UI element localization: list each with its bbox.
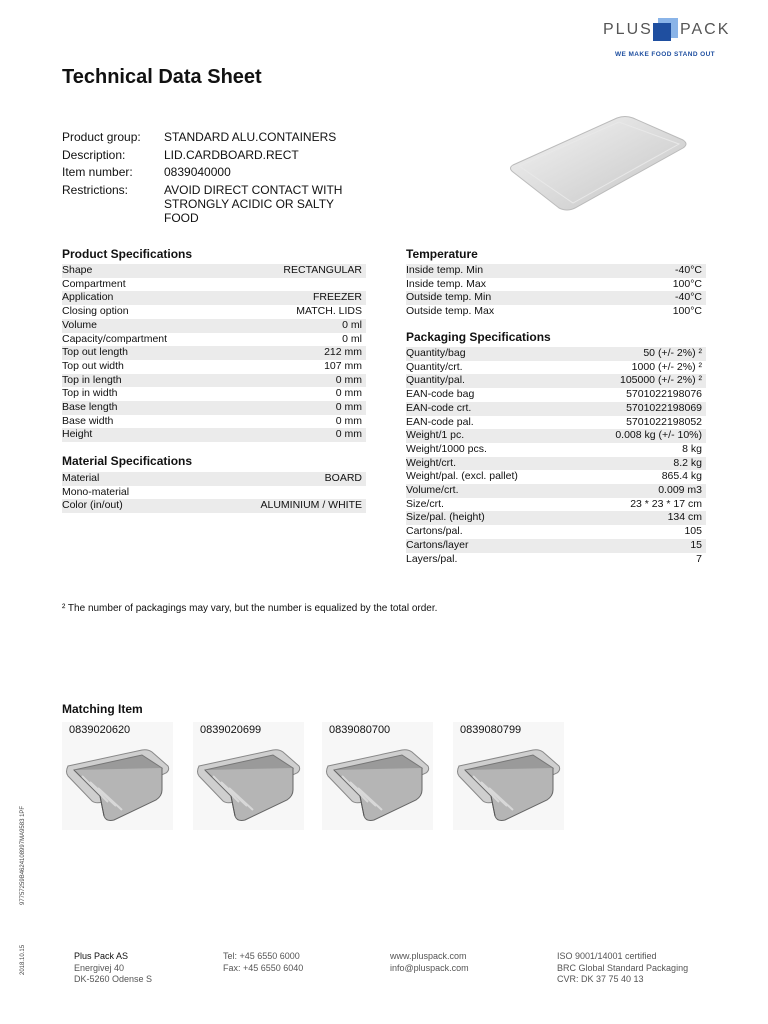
spec-row [406, 402, 706, 416]
spec-value [184, 486, 366, 500]
spec-row [406, 484, 706, 498]
footer-company-name: Plus Pack AS [74, 951, 129, 961]
page-title: Technical Data Sheet [62, 66, 262, 88]
tray-image [324, 746, 432, 826]
spec-label: Base length [62, 401, 235, 415]
spec-label: EAN-code crt. [406, 402, 574, 416]
spec-row [406, 305, 706, 319]
spec-label: Material [62, 472, 184, 486]
spec-value: -40°C [626, 291, 706, 305]
material-spec-table [62, 472, 366, 513]
spec-row [62, 333, 366, 347]
spec-label: Size/crt. [406, 497, 444, 510]
spec-value: 100°C [672, 277, 702, 290]
tray-image [64, 746, 172, 826]
spec-row [406, 553, 706, 567]
spec-row [406, 498, 706, 512]
packaging-spec-table [406, 347, 706, 566]
spec-label: Cartons/pal. [406, 525, 463, 538]
spec-label: Inside temp. Max [406, 277, 486, 290]
product-lid-image [505, 110, 690, 220]
spec-label: Height [62, 428, 235, 442]
footer-cvr: CVR: DK 37 75 40 13 [557, 974, 644, 984]
spec-value: BOARD [184, 472, 366, 486]
spec-label: Layers/pal. [406, 552, 458, 565]
spec-row [406, 264, 706, 278]
spec-label: EAN-code bag [406, 388, 475, 401]
spec-value [235, 278, 366, 292]
spec-label: Top in length [62, 374, 235, 388]
spec-label: Shape [62, 264, 235, 278]
spec-label: Application [62, 291, 235, 305]
spec-value: 5701022198076 [626, 388, 702, 401]
spec-row [62, 472, 366, 486]
spec-value: 0 mm [235, 428, 366, 442]
spec-value: FREEZER [235, 291, 366, 305]
matching-item[interactable] [62, 722, 173, 830]
spec-label: Size/pal. (height) [406, 511, 574, 525]
spec-row [62, 401, 366, 415]
spec-row [62, 305, 366, 319]
logo-square-dark [653, 23, 671, 41]
spec-row [406, 457, 706, 471]
info-value: STANDARD ALU.CONTAINERS [164, 130, 337, 144]
packaging-spec-title: Packaging Specifications [406, 330, 551, 344]
spec-row [62, 319, 366, 333]
spec-value: 8 kg [682, 442, 702, 455]
spec-label: Weight/1000 pcs. [406, 442, 487, 455]
info-row-item-number [62, 165, 349, 179]
info-label: Product group: [62, 130, 141, 144]
spec-value: 107 mm [324, 359, 362, 372]
spec-value: -40°C [626, 264, 706, 278]
spec-row [62, 360, 366, 374]
spec-label: Quantity/pal. [406, 374, 574, 388]
spec-label: Color (in/out) [62, 499, 184, 513]
spec-label: Capacity/compartment [62, 332, 168, 345]
footnote: ² The number of packagings may vary, but the number is equalized by the total order. [62, 603, 438, 614]
spec-row [62, 428, 366, 442]
info-row-description [62, 148, 349, 162]
spec-label: Weight/crt. [406, 457, 574, 471]
spec-label: Mono-material [62, 485, 130, 498]
footer-website-link[interactable]: www.pluspack.com [390, 951, 467, 961]
spec-value: 50 (+/- 2%) ² [574, 347, 706, 361]
spec-value: 0 mm [235, 401, 366, 415]
matching-item-number: 0839080799 [460, 724, 522, 736]
spec-label: Inside temp. Min [406, 264, 626, 278]
temperature-title: Temperature [406, 247, 478, 261]
spec-label: Base width [62, 414, 114, 427]
spec-value: 5701022198069 [574, 402, 706, 416]
spec-label: EAN-code pal. [406, 415, 474, 428]
spec-label: Weight/pal. (excl. pallet) [406, 470, 518, 483]
footer-iso: ISO 9001/14001 certified [557, 951, 657, 961]
footer-address-city: DK-5260 Odense S [74, 974, 153, 984]
product-info [62, 130, 349, 228]
info-row-product-group [62, 130, 349, 144]
matching-item-number: 0839020620 [69, 724, 131, 736]
product-spec-table [62, 264, 366, 442]
spec-row [406, 511, 706, 525]
spec-row [62, 278, 366, 292]
info-row-restrictions [62, 183, 349, 225]
footer-company [74, 951, 152, 986]
temperature-table [406, 264, 706, 319]
info-label: Restrictions: [62, 182, 129, 197]
brand-logo [603, 18, 733, 63]
spec-row [62, 387, 366, 401]
spec-value: 134 cm [574, 511, 706, 525]
spec-value: 212 mm [235, 346, 366, 360]
spec-row [406, 388, 706, 402]
spec-value: 15 [574, 539, 706, 553]
spec-label: Quantity/bag [406, 347, 574, 361]
tray-image [455, 746, 563, 826]
spec-value: 0 mm [335, 387, 362, 400]
brand-left-text: PLUS [603, 21, 653, 38]
footer-phone [223, 951, 303, 974]
info-value: AVOID DIRECT CONTACT WITH STRONGLY ACIDIC OR SALTY FOOD [164, 182, 343, 225]
matching-item-number: 0839080700 [329, 724, 391, 736]
info-label: Description: [62, 147, 126, 162]
spec-value: 100°C [672, 305, 702, 318]
spec-value: 5701022198052 [626, 415, 702, 428]
spec-row [62, 486, 366, 500]
spec-label: Cartons/layer [406, 539, 574, 553]
spec-label: Closing option [62, 305, 129, 318]
matching-item[interactable] [453, 722, 564, 830]
matching-item-title: Matching Item [62, 702, 143, 716]
footer-web [390, 951, 469, 974]
info-value: LID.CARDBOARD.RECT [164, 147, 299, 162]
spec-value: 0 ml [235, 319, 366, 333]
product-spec-title: Product Specifications [62, 247, 193, 261]
spec-value: 105000 (+/- 2%) ² [574, 374, 706, 388]
matching-item[interactable] [322, 722, 433, 830]
footer-email-link[interactable]: info@pluspack.com [390, 962, 469, 973]
material-spec-title: Material Specifications [62, 454, 193, 468]
footer-tel: Tel: +45 6550 6000 [223, 951, 300, 961]
spec-label: Outside temp. Min [406, 291, 626, 305]
spec-value: ALUMINIUM / WHITE [184, 499, 366, 513]
spec-label: Top out length [62, 346, 235, 360]
spec-value: 8.2 kg [574, 457, 706, 471]
spec-value: RECTANGULAR [235, 264, 366, 278]
spec-value: 0.008 kg (+/- 10%) [574, 429, 706, 443]
spec-label: Top in width [62, 387, 118, 400]
footer-certifications [557, 951, 688, 986]
side-document-code: 97757259B4624108997MA9583 1PF [20, 805, 26, 905]
spec-value: 0 mm [235, 374, 366, 388]
spec-row [62, 291, 366, 305]
spec-row [406, 539, 706, 553]
spec-row [406, 525, 706, 539]
spec-row [406, 443, 706, 457]
spec-row [406, 429, 706, 443]
spec-value: 0 ml [342, 332, 362, 345]
matching-item[interactable] [193, 722, 304, 830]
brand-tagline: WE MAKE FOOD STAND OUT [615, 51, 716, 58]
spec-value: 1000 (+/- 2%) ² [631, 360, 702, 373]
spec-row [406, 416, 706, 430]
spec-value: MATCH. LIDS [296, 305, 362, 318]
spec-value: 7 [696, 552, 702, 565]
spec-label: Top out width [62, 359, 124, 372]
tray-image [195, 746, 303, 826]
spec-value: 105 [684, 525, 702, 538]
spec-value: 23 * 23 * 17 cm [630, 497, 702, 510]
spec-row [62, 346, 366, 360]
spec-row [62, 415, 366, 429]
spec-row [62, 264, 366, 278]
side-date: 2018.10.15 [20, 944, 26, 975]
spec-label: Volume [62, 319, 235, 333]
spec-value: 0.009 m3 [574, 484, 706, 498]
footer-address-street: Energivej 40 [74, 962, 125, 973]
spec-row [406, 361, 706, 375]
spec-value: 0 mm [335, 414, 362, 427]
spec-value: 865.4 kg [661, 470, 702, 483]
info-label: Item number: [62, 165, 133, 179]
spec-row [62, 499, 366, 513]
spec-row [62, 374, 366, 388]
brand-right-text: PACK [680, 21, 731, 38]
spec-row [406, 278, 706, 292]
footer-fax: Fax: +45 6550 6040 [223, 962, 304, 973]
spec-row [406, 291, 706, 305]
spec-label: Volume/crt. [406, 484, 574, 498]
matching-item-number: 0839020699 [200, 724, 262, 736]
spec-label: Quantity/crt. [406, 360, 463, 373]
spec-label: Outside temp. Max [406, 305, 495, 318]
spec-label: Compartment [62, 277, 126, 290]
info-value: 0839040000 [164, 165, 231, 179]
spec-row [406, 347, 706, 361]
spec-row [406, 374, 706, 388]
spec-row [406, 470, 706, 484]
spec-label: Weight/1 pc. [406, 429, 574, 443]
footer-brc: BRC Global Standard Packaging [557, 962, 689, 973]
